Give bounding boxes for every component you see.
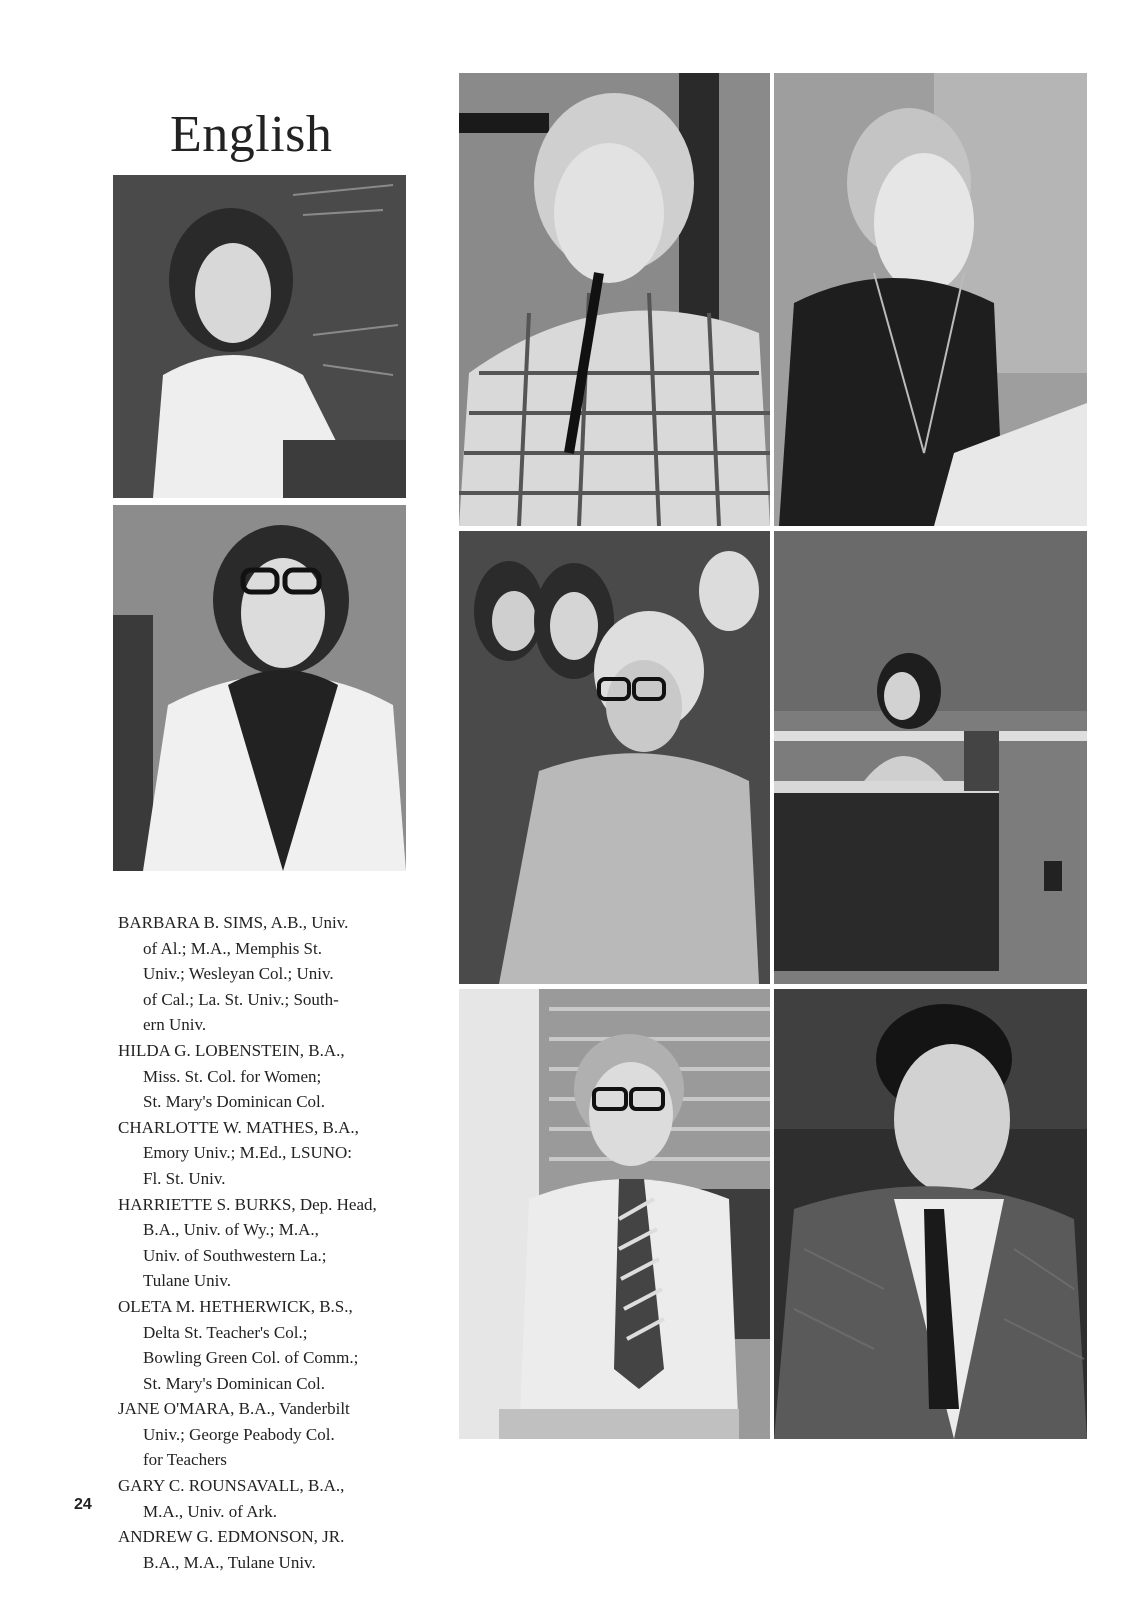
faculty-entry-line: of Al.; M.A., Memphis St. [143,938,322,958]
faculty-entry [118,1473,448,1524]
faculty-entry-line: HARRIETTE S. BURKS, Dep. Head, [118,1194,377,1214]
faculty-entry-line: Tulane Univ. [143,1271,231,1291]
faculty-entry-line: OLETA M. HETHERWICK, B.S., [118,1296,353,1316]
faculty-entry-line: St. Mary's Dominican Col. [143,1092,326,1112]
faculty-entry-line: Fl. St. Univ. [143,1168,226,1188]
faculty-entry [118,1115,448,1192]
faculty-entry-line: Univ.; Wesleyan Col.; Univ. [143,964,334,984]
faculty-entry-line: of Cal.; La. St. Univ.; South- [143,989,339,1009]
faculty-entry [118,1294,448,1396]
photo-teacher-striped-tie [459,989,770,1439]
faculty-entry [118,1192,448,1294]
photo-teacher-tweed [774,989,1087,1439]
photo-student-at-desk [774,531,1087,984]
faculty-entry-line: Univ.; George Peabody Col. [143,1424,335,1444]
faculty-entry-line: B.A., Univ. of Wy.; M.A., [143,1220,319,1240]
faculty-entry [118,1396,448,1473]
photo-teacher-chalkboard [113,175,406,498]
page-title: English [170,105,333,163]
faculty-entry [118,910,448,1038]
faculty-entry-line: for Teachers [143,1450,227,1470]
faculty-entry-line: Miss. St. Col. for Women; [143,1066,322,1086]
faculty-entry-line: B.A., M.A., Tulane Univ. [143,1552,316,1572]
faculty-entry-line: Delta St. Teacher's Col.; [143,1322,308,1342]
faculty-entry-line: GARY C. ROUNSAVALL, B.A., [118,1476,345,1496]
faculty-entry-line: HILDA G. LOBENSTEIN, B.A., [118,1040,345,1060]
faculty-entry-line: JANE O'MARA, B.A., Vanderbilt [118,1399,350,1419]
faculty-list [118,910,448,1575]
page-number: 24 [74,1496,92,1513]
faculty-entry-line: Emory Univ.; M.Ed., LSUNO: [143,1143,353,1163]
faculty-entry-line: ANDREW G. EDMONSON, JR. [118,1527,345,1547]
faculty-entry-line: BARBARA B. SIMS, A.B., Univ. [118,913,349,932]
faculty-entry-line: CHARLOTTE W. MATHES, B.A., [118,1117,359,1137]
faculty-entry [118,1038,448,1115]
faculty-entry [118,1524,448,1575]
photo-teacher-necklace [774,73,1087,526]
photo-teacher-with-students [459,531,770,984]
photo-teacher-glasses [113,505,406,871]
faculty-entry-line: Univ. of Southwestern La.; [143,1245,327,1265]
photo-teacher-plaid [459,73,770,526]
faculty-entry-line: St. Mary's Dominican Col. [143,1373,326,1393]
faculty-entry-line: Bowling Green Col. of Comm.; [143,1348,359,1368]
faculty-entry-line: ern Univ. [143,1015,207,1035]
faculty-entry-line: M.A., Univ. of Ark. [143,1501,277,1521]
